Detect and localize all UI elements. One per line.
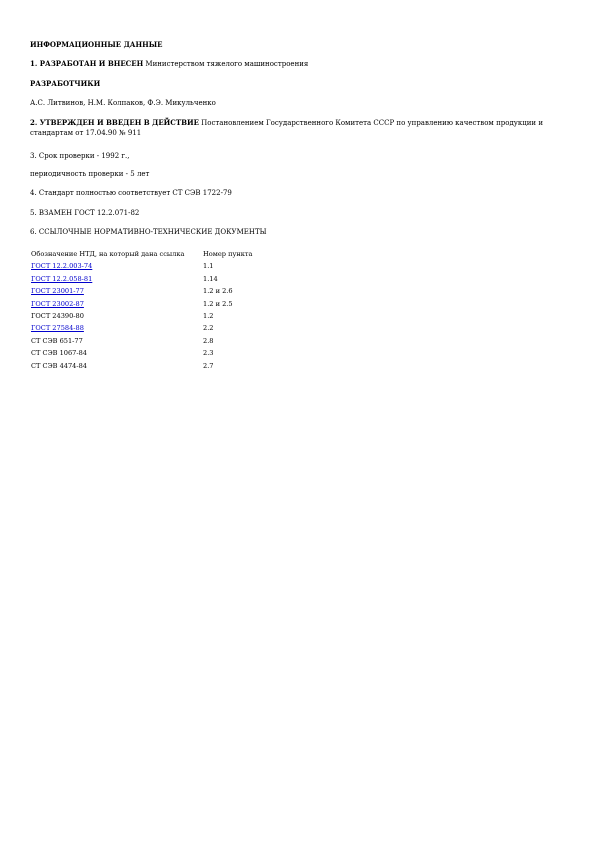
section-1-bold: 1. РАЗРАБОТАН И ВНЕСЕН [30, 59, 144, 68]
table-header-clause: Номер пункта [203, 250, 253, 258]
section-1 [30, 59, 308, 69]
doc-reference: СТ СЭВ 4474-84 [31, 361, 87, 370]
doc-reference-link[interactable]: ГОСТ 27584-88 [31, 324, 84, 333]
clause-number: 1.1 [203, 262, 214, 271]
section-1-text: Министерством тяжелого машиностроения [143, 60, 309, 68]
clause-number: 1.2 и 2.5 [203, 299, 233, 308]
section-3: 3. Срок проверки - 1992 г., [30, 152, 130, 160]
section-5: 5. ВЗАМЕН ГОСТ 12.2.071-82 [30, 209, 140, 217]
section-2-bold: 2. УТВЕРЖДЕН И ВВЕДЕН В ДЕЙСТВИЕ [30, 118, 199, 127]
clause-number: 2.2 [203, 324, 214, 333]
clause-number: 2.8 [203, 336, 214, 345]
doc-reference: СТ СЭВ 1067-84 [31, 349, 87, 358]
doc-reference-link[interactable]: ГОСТ 12.2.003-74 [31, 262, 93, 271]
doc-reference: ГОСТ 24390-80 [31, 311, 84, 320]
doc-reference-link[interactable]: ГОСТ 23002-87 [31, 299, 84, 308]
developers-heading: РАЗРАБОТЧИКИ [30, 79, 101, 88]
doc-reference-link[interactable]: ГОСТ 23001-77 [31, 287, 84, 296]
clause-number: 2.7 [203, 361, 214, 370]
table-header-doc: Обозначение НТД, на который дана ссылка [31, 250, 185, 258]
info-heading: ИНФОРМАЦИОННЫЕ ДАННЫЕ [30, 40, 163, 49]
clause-number: 1.2 и 2.6 [203, 287, 233, 296]
section-2 [30, 118, 550, 138]
section-3-period: периодичность проверки - 5 лет [30, 170, 150, 178]
section-4: 4. Стандарт полностью соответствует СТ СЭВ 1722-79 [30, 189, 232, 197]
clause-number: 1.2 [203, 311, 214, 320]
developers-list: А.С. Литвинов, Н.М. Колпаков, Ф.Э. Микульченко [30, 99, 216, 107]
clause-number: 1.14 [203, 274, 218, 283]
clause-number: 2.3 [203, 349, 214, 358]
doc-reference: СТ СЭВ 651-77 [31, 336, 83, 345]
section-2-text: Постановлением Государственного Комитета СССР по управлению качеством продукции и стандартам от 17.04.90 № 911 [30, 119, 543, 137]
section-6: 6. ССЫЛОЧНЫЕ НОРМАТИВНО-ТЕХНИЧЕСКИЕ ДОКУМЕНТЫ [30, 228, 267, 236]
doc-reference-link[interactable]: ГОСТ 12.2.058-81 [31, 274, 93, 283]
